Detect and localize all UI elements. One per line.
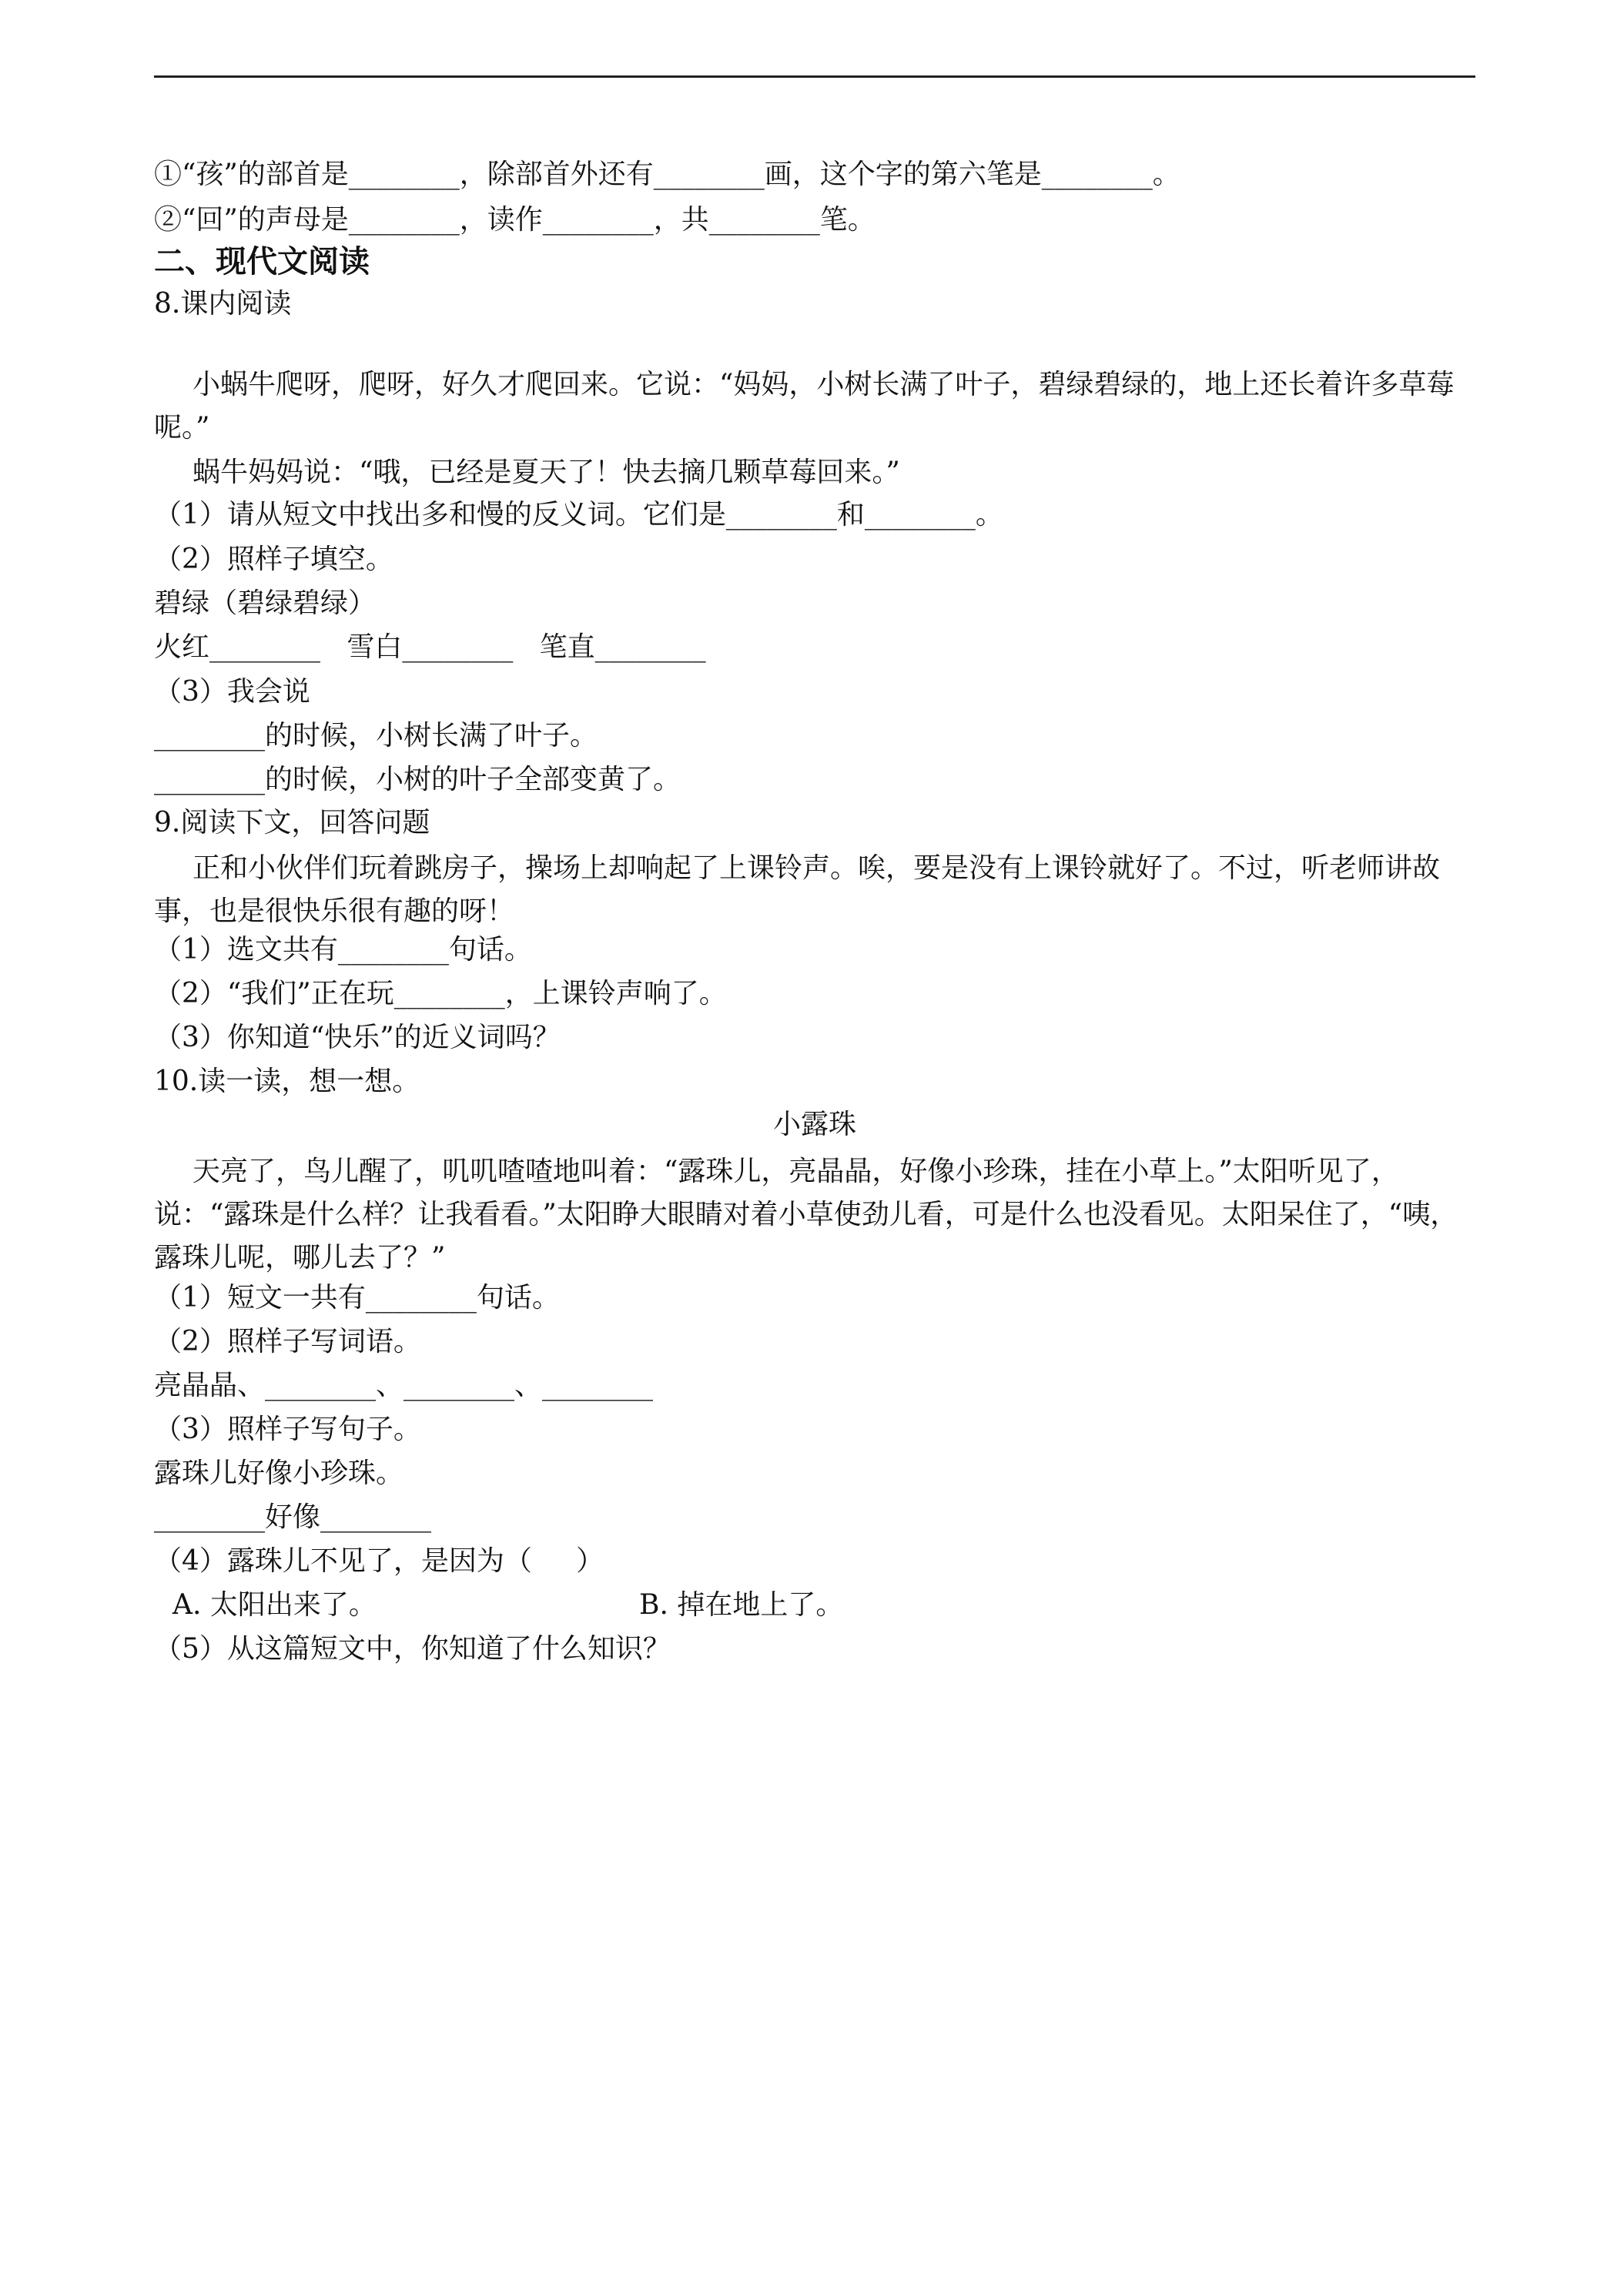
q8-sentence-b: ________的时候，小树的叶子全部变黄了。 (154, 764, 681, 795)
q8-sentence-a: ________的时候，小树长满了叶子。 (154, 720, 598, 751)
q10-question-1: （1）短文一共有________句话。 (154, 1282, 560, 1314)
section-heading: 二、现代文阅读 (154, 244, 370, 279)
q10-passage-title: 小露珠 (772, 1109, 856, 1140)
q9-question-3: （3）你知道“快乐”的近义词吗？ (154, 1022, 561, 1053)
q8-question-1: （1）请从短文中找出多和慢的反义词。它们是________和________。 (154, 499, 1003, 530)
q10-passage: 天亮了，鸟儿醒了，叽叽喳喳地叫着：“露珠儿，亮晶晶，好像小珍珠，挂在小草上。”太阳听见了，说：“露珠是什么样？让我看看。”太阳睁大眼睛对着小草使劲儿看，可是什么也没看见。太阳呆住了，“咦，露珠儿呢，哪儿去了？” (154, 1156, 1458, 1274)
q9-question-2: （2）“我们”正在玩________，上课铃声响了。 (154, 978, 727, 1009)
q9-question-1: （1）选文共有________句话。 (154, 934, 532, 966)
q10-word-blanks: 亮晶晶、________、________、________ (154, 1370, 654, 1401)
q9-passage: 正和小伙伴们玩着跳房子，操场上却响起了上课铃声。唉，要是没有上课铃就好了。不过，听老师讲故事，也是很快乐很有趣的呀！ (154, 852, 1441, 927)
q10-question-4: （4）露珠儿不见了，是因为（ ） (154, 1545, 604, 1577)
q7-line-2: ②“回”的声母是________，读作________，共________笔。 (154, 204, 876, 236)
header-rule (154, 75, 1475, 78)
q10-question-3: （3）照样子写句子。 (154, 1414, 421, 1445)
q10-title: 10.读一读，想一想。 (154, 1066, 420, 1097)
choice-b: B. 掉在地上了。 (639, 1589, 844, 1621)
q10-question-2: （2）照样子写词语。 (154, 1326, 421, 1357)
q10-example-sentence: 露珠儿好像小珍珠。 (154, 1458, 404, 1489)
q8-example: 碧绿（碧绿碧绿） (154, 587, 377, 619)
q8-blanks: 火红________ 雪白________ 笔直________ (154, 631, 706, 663)
q8-title: 8.课内阅读 (154, 288, 292, 320)
q8-question-2: （2）照样子填空。 (154, 544, 393, 575)
q10-question-5: （5）从这篇短文中，你知道了什么知识？ (154, 1633, 671, 1665)
q7-line-1: ①“孩”的部首是________，除部首外还有________画，这个字的第六笔是________。 (154, 159, 1180, 190)
choice-a: A. 太阳出来了。 (172, 1589, 377, 1621)
q8-passage-1: 小蜗牛爬呀，爬呀，好久才爬回来。它说：“妈妈，小树长满了叶子，碧绿碧绿的，地上还长着许多草莓呢。” (154, 369, 1455, 443)
q10-sentence-blank: ________好像________ (154, 1501, 432, 1533)
q8-question-3: （3）我会说 (154, 676, 310, 708)
q9-title: 9.阅读下文，回答问题 (154, 807, 430, 838)
q8-passage-2: 蜗牛妈妈说：“哦，已经是夏天了！快去摘几颗草莓回来。” (193, 457, 900, 488)
